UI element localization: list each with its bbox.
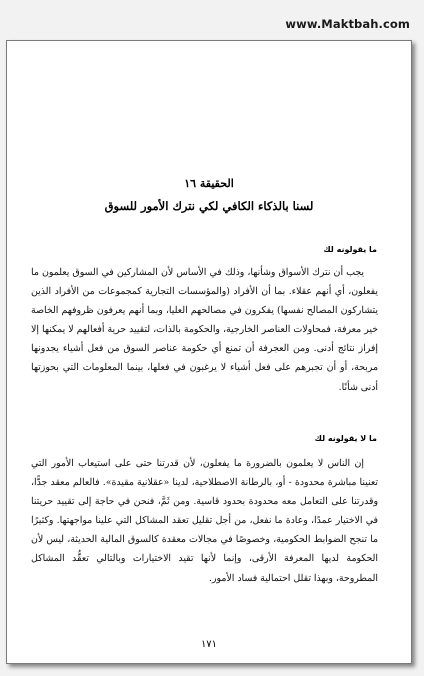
page-number: ١٧١ [200, 639, 218, 650]
section-body-2: إن الناس لا يعلمون بالضرورة ما يفعلون، لأن قدرتنا حتى على استيعاب الأمور التي تعنينا مباشرة محدودة - أو، بالرطانة الاصطلاحية، لدينا «عقلانية مقيدة». فالعالم معقد جدًّا، وقدرتنا على التعامل معه محدودة بحدود قاسية. ومن ثَمَّ، فنحن في حاجة إلى تقييد حريتنا في الاختيار عمدًا، وعادة ما نفعل، من أجل تقليل تعقد المشاكل التي علينا مواجهتها. وكثيرًا ما تنجح الضوابط الحكومية، وخصوصًا في مجالات معقدة كالسوق المالية الحديثة، ليس لأن الحكومة لديها المعرفة الأرقى، وإنما لأنها تقيد الاختيارات وبالتالي تعقُّد المشاكل المطروحة، وبهذا تقلل احتمالية فساد الأمور. [31, 458, 378, 584]
chapter-title: لسنا بالذكاء الكافي لكي نترك الأمور للسوق [104, 199, 314, 213]
section-body-1: يجب أن نترك الأسواق وشأنها، وذلك في الأساس لأن المشاركين في السوق يعلمون ما يفعلون، أي أنهم عقلاء. بما أن الأفراد (والمؤسسات التجارية كمجموعات من الأفراد الذين يتشاركون المصالح نفسها) يفكرون في مصالحهم العليا، وبما أنهم يعرفون ظروفهم الخاصة خير معرفة، فمحاولات العناصر الخارجية، والحكومة بالذات، لتقييد حرية أفعالهم لا يمكنها إلا إفراز نتائج أدنى. ومن العجرفة أن تمنع أي حكومة عناصر السوق من فعل أشياء يجدونها مربحة، أو أن تجبرهم على فعل أشياء لا يرغبون في فعلها، بينما المعلومات التي بحوزتها أدنى شأنًا. [31, 267, 378, 393]
book-page [6, 40, 412, 664]
section-heading-2: ما لا يقولونه لك [314, 434, 377, 443]
section-heading-1: ما يقولونه لك [323, 245, 377, 254]
watermark: www.Maktbah.com [285, 17, 410, 31]
chapter-label: الحقيقة ١٦ [184, 177, 234, 190]
